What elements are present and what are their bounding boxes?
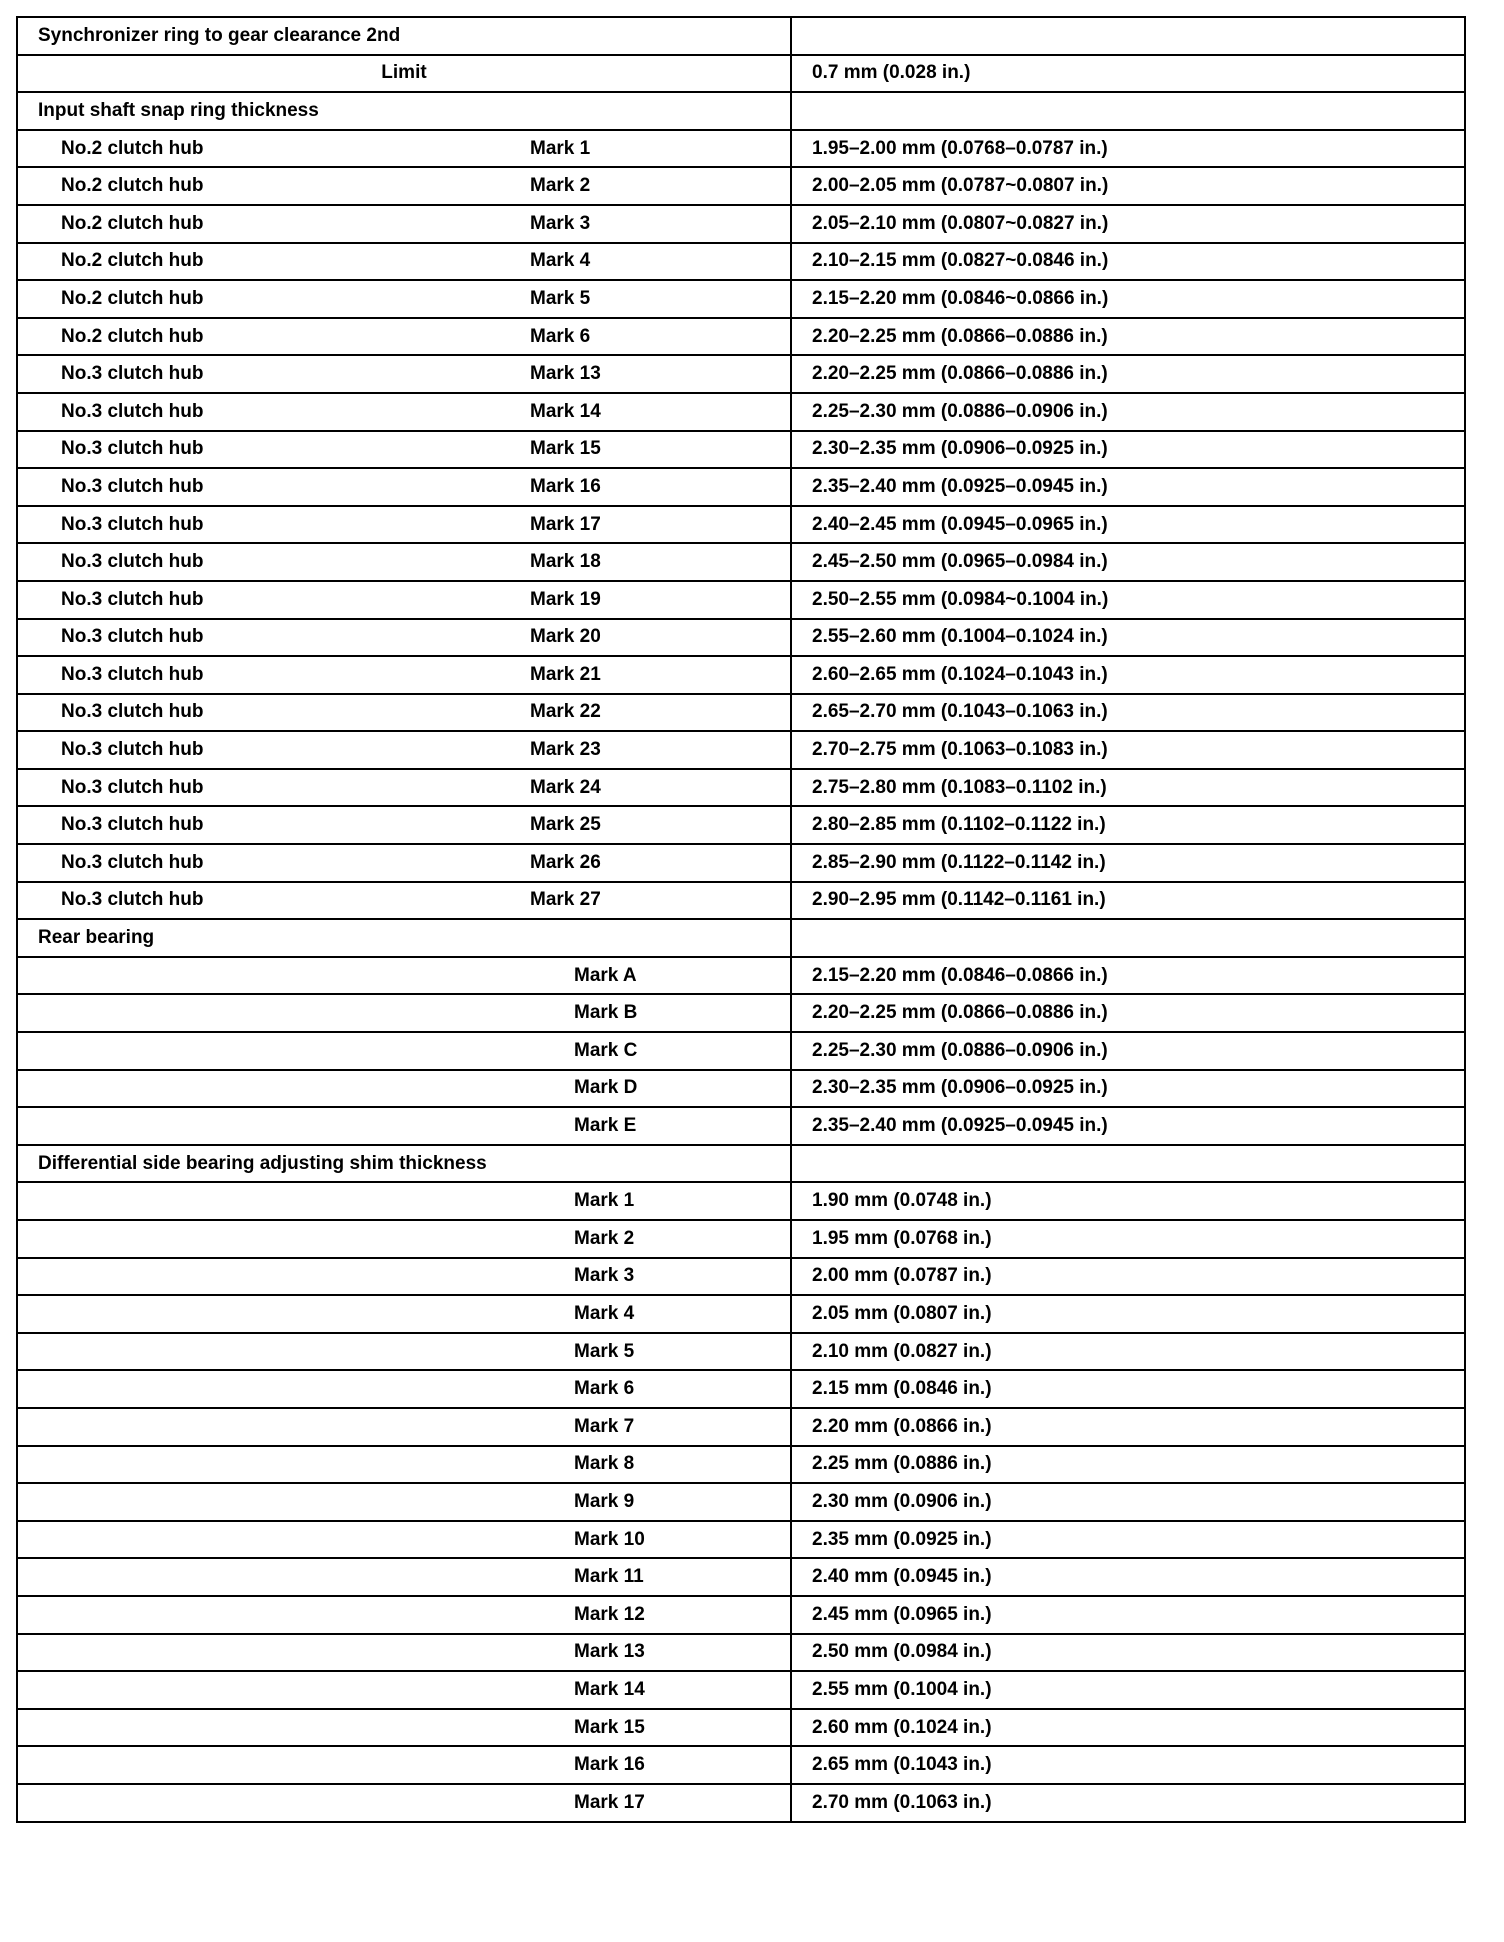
clutch-hub-label: No.2 clutch hub [61,287,204,309]
mark-label: Mark C [574,1039,638,1061]
section-title: Input shaft snap ring thickness [38,99,319,121]
mark-label: Mark 1 [530,137,591,159]
spec-row [17,1070,1465,1108]
spec-value: 2.80–2.85 mm (0.1102–0.1122 in.) [812,814,1106,836]
spec-value: 2.15 mm (0.0846 in.) [812,1378,992,1400]
section-title: Differential side bearing adjusting shim thickness [38,1152,487,1174]
clutch-hub-label: No.3 clutch hub [61,551,204,573]
spec-value: 2.25–2.30 mm (0.0886–0.0906 in.) [812,1039,1108,1061]
spec-value: 2.20–2.25 mm (0.0866–0.0886 in.) [812,325,1108,347]
spec-table [16,16,1466,1823]
spec-row [17,1295,1465,1333]
spec-row [17,1634,1465,1672]
spec-row [17,1746,1465,1784]
spec-row [17,581,1465,619]
spec-value: 1.95–2.00 mm (0.0768–0.0787 in.) [812,137,1108,159]
mark-label: Mark 21 [530,663,601,685]
mark-label: Mark 4 [574,1302,635,1324]
spec-row [17,769,1465,807]
mark-label: Mark 15 [530,438,601,460]
spec-value: 2.30–2.35 mm (0.0906–0.0925 in.) [812,438,1108,460]
mark-label: Mark A [574,964,637,986]
limit-label: Limit [381,62,427,84]
mark-label: Mark 9 [574,1490,635,1512]
clutch-hub-label: No.3 clutch hub [61,513,204,535]
spec-row [17,355,1465,393]
spec-row [17,844,1465,882]
section-title: Rear bearing [38,927,155,949]
spec-row [17,1258,1465,1296]
spec-value: 2.05 mm (0.0807 in.) [812,1302,992,1324]
spec-value: 1.90 mm (0.0748 in.) [812,1190,992,1212]
mark-label: Mark 18 [530,551,601,573]
clutch-hub-label: No.2 clutch hub [61,250,204,272]
section-header-row [17,92,1465,130]
spec-row [17,694,1465,732]
spec-row [17,468,1465,506]
mark-label: Mark 6 [530,325,591,347]
spec-row [17,431,1465,469]
spec-row [17,130,1465,168]
clutch-hub-label: No.3 clutch hub [61,363,204,385]
spec-row [17,882,1465,920]
spec-row [17,167,1465,205]
clutch-hub-label: No.3 clutch hub [61,776,204,798]
spec-value: 2.30 mm (0.0906 in.) [812,1490,992,1512]
mark-label: Mark 14 [530,400,601,422]
spec-value: 2.00 mm (0.0787 in.) [812,1265,992,1287]
spec-value: 2.35 mm (0.0925 in.) [812,1528,992,1550]
mark-label: Mark 24 [530,776,601,798]
spec-value: 2.90–2.95 mm (0.1142–0.1161 in.) [812,889,1106,911]
spec-row [17,1521,1465,1559]
mark-label: Mark D [574,1077,638,1099]
spec-row [17,280,1465,318]
spec-value: 2.40 mm (0.0945 in.) [812,1566,992,1588]
spec-value: 2.30–2.35 mm (0.0906–0.0925 in.) [812,1077,1108,1099]
spec-row [17,957,1465,995]
section-title: Synchronizer ring to gear clearance 2nd [38,24,401,46]
mark-label: Mark 10 [574,1528,645,1550]
spec-row [17,1370,1465,1408]
spec-value: 2.35–2.40 mm (0.0925–0.0945 in.) [812,475,1108,497]
spec-value: 2.65–2.70 mm (0.1043–0.1063 in.) [812,701,1108,723]
spec-row [17,1784,1465,1822]
mark-label: Mark 25 [530,814,601,836]
spec-value: 2.50 mm (0.0984 in.) [812,1641,992,1663]
clutch-hub-label: No.2 clutch hub [61,137,204,159]
mark-label: Mark B [574,1002,638,1024]
mark-label: Mark 5 [530,287,591,309]
mark-label: Mark 3 [574,1265,635,1287]
mark-label: Mark 2 [574,1227,635,1249]
spec-row [17,656,1465,694]
spec-value: 2.75–2.80 mm (0.1083–0.1102 in.) [812,776,1107,798]
clutch-hub-label: No.3 clutch hub [61,438,204,460]
spec-row [17,1446,1465,1484]
mark-label: Mark 26 [530,851,601,873]
mark-label: Mark 14 [574,1678,645,1700]
section-header-row [17,1145,1465,1183]
spec-row [17,393,1465,431]
spec-value: 2.10 mm (0.0827 in.) [812,1340,992,1362]
spec-row [17,1107,1465,1145]
spec-row [17,1408,1465,1446]
clutch-hub-label: No.3 clutch hub [61,663,204,685]
clutch-hub-label: No.3 clutch hub [61,701,204,723]
spec-row [17,1220,1465,1258]
spec-row [17,994,1465,1032]
spec-value: 2.25 mm (0.0886 in.) [812,1453,992,1475]
spec-value: 2.55–2.60 mm (0.1004–0.1024 in.) [812,626,1108,648]
spec-row [17,1333,1465,1371]
mark-label: Mark 8 [574,1453,635,1475]
spec-row [17,1483,1465,1521]
mark-label: Mark 3 [530,212,591,234]
clutch-hub-label: No.3 clutch hub [61,739,204,761]
spec-value: 2.65 mm (0.1043 in.) [812,1754,992,1776]
spec-value: 2.15–2.20 mm (0.0846~0.0866 in.) [812,287,1109,309]
limit-value: 0.7 mm (0.028 in.) [812,62,971,84]
spec-value: 2.50–2.55 mm (0.0984~0.1004 in.) [812,588,1109,610]
spec-value: 2.05–2.10 mm (0.0807~0.0827 in.) [812,212,1109,234]
clutch-hub-label: No.2 clutch hub [61,212,204,234]
clutch-hub-label: No.3 clutch hub [61,814,204,836]
mark-label: Mark 13 [574,1641,645,1663]
spec-value: 2.20–2.25 mm (0.0866–0.0886 in.) [812,363,1108,385]
mark-label: Mark 5 [574,1340,635,1362]
clutch-hub-label: No.2 clutch hub [61,175,204,197]
clutch-hub-label: No.3 clutch hub [61,851,204,873]
mark-label: Mark 17 [530,513,601,535]
clutch-hub-label: No.3 clutch hub [61,889,204,911]
clutch-hub-label: No.3 clutch hub [61,588,204,610]
mark-label: Mark 20 [530,626,601,648]
spec-row [17,806,1465,844]
mark-label: Mark 22 [530,701,601,723]
spec-row [17,1558,1465,1596]
section-header-row [17,17,1465,55]
spec-row [17,1709,1465,1747]
mark-label: Mark 13 [530,363,601,385]
mark-label: Mark 16 [574,1754,645,1776]
spec-value: 2.20 mm (0.0866 in.) [812,1415,992,1437]
spec-row [17,506,1465,544]
spec-table-body [17,17,1465,1822]
spec-row [17,619,1465,657]
mark-label: Mark 27 [530,889,601,911]
spec-row [17,1596,1465,1634]
spec-value: 2.45–2.50 mm (0.0965–0.0984 in.) [812,551,1108,573]
mark-label: Mark E [574,1115,637,1137]
spec-value: 2.35–2.40 mm (0.0925–0.0945 in.) [812,1115,1108,1137]
mark-label: Mark 2 [530,175,591,197]
spec-value: 2.85–2.90 mm (0.1122–0.1142 in.) [812,851,1106,873]
spec-value: 1.95 mm (0.0768 in.) [812,1227,992,1249]
spec-value: 2.55 mm (0.1004 in.) [812,1678,992,1700]
mark-label: Mark 15 [574,1716,645,1738]
section-header-row [17,919,1465,957]
mark-label: Mark 11 [574,1566,644,1588]
spec-value: 2.45 mm (0.0965 in.) [812,1603,992,1625]
spec-row [17,731,1465,769]
spec-value: 2.60–2.65 mm (0.1024–0.1043 in.) [812,663,1108,685]
clutch-hub-label: No.3 clutch hub [61,400,204,422]
spec-row [17,205,1465,243]
spec-value: 2.40–2.45 mm (0.0945–0.0965 in.) [812,513,1108,535]
mark-label: Mark 16 [530,475,601,497]
mark-label: Mark 19 [530,588,601,610]
mark-label: Mark 1 [574,1190,635,1212]
mark-label: Mark 6 [574,1378,635,1400]
spec-value: 2.00–2.05 mm (0.0787~0.0807 in.) [812,175,1109,197]
limit-row [17,55,1465,93]
spec-row [17,1032,1465,1070]
mark-label: Mark 7 [574,1415,635,1437]
spec-value: 2.70 mm (0.1063 in.) [812,1791,992,1813]
clutch-hub-label: No.2 clutch hub [61,325,204,347]
clutch-hub-label: No.3 clutch hub [61,475,204,497]
spec-row [17,1671,1465,1709]
spec-value: 2.10–2.15 mm (0.0827~0.0846 in.) [812,250,1109,272]
spec-value: 2.60 mm (0.1024 in.) [812,1716,992,1738]
clutch-hub-label: No.3 clutch hub [61,626,204,648]
spec-value: 2.20–2.25 mm (0.0866–0.0886 in.) [812,1002,1108,1024]
mark-label: Mark 17 [574,1791,645,1813]
spec-value: 2.25–2.30 mm (0.0886–0.0906 in.) [812,400,1108,422]
mark-label: Mark 23 [530,739,601,761]
spec-row [17,318,1465,356]
spec-row [17,1182,1465,1220]
spec-value: 2.15–2.20 mm (0.0846–0.0866 in.) [812,964,1108,986]
mark-label: Mark 12 [574,1603,645,1625]
mark-label: Mark 4 [530,250,591,272]
spec-row [17,543,1465,581]
spec-value: 2.70–2.75 mm (0.1063–0.1083 in.) [812,739,1108,761]
spec-row [17,243,1465,281]
